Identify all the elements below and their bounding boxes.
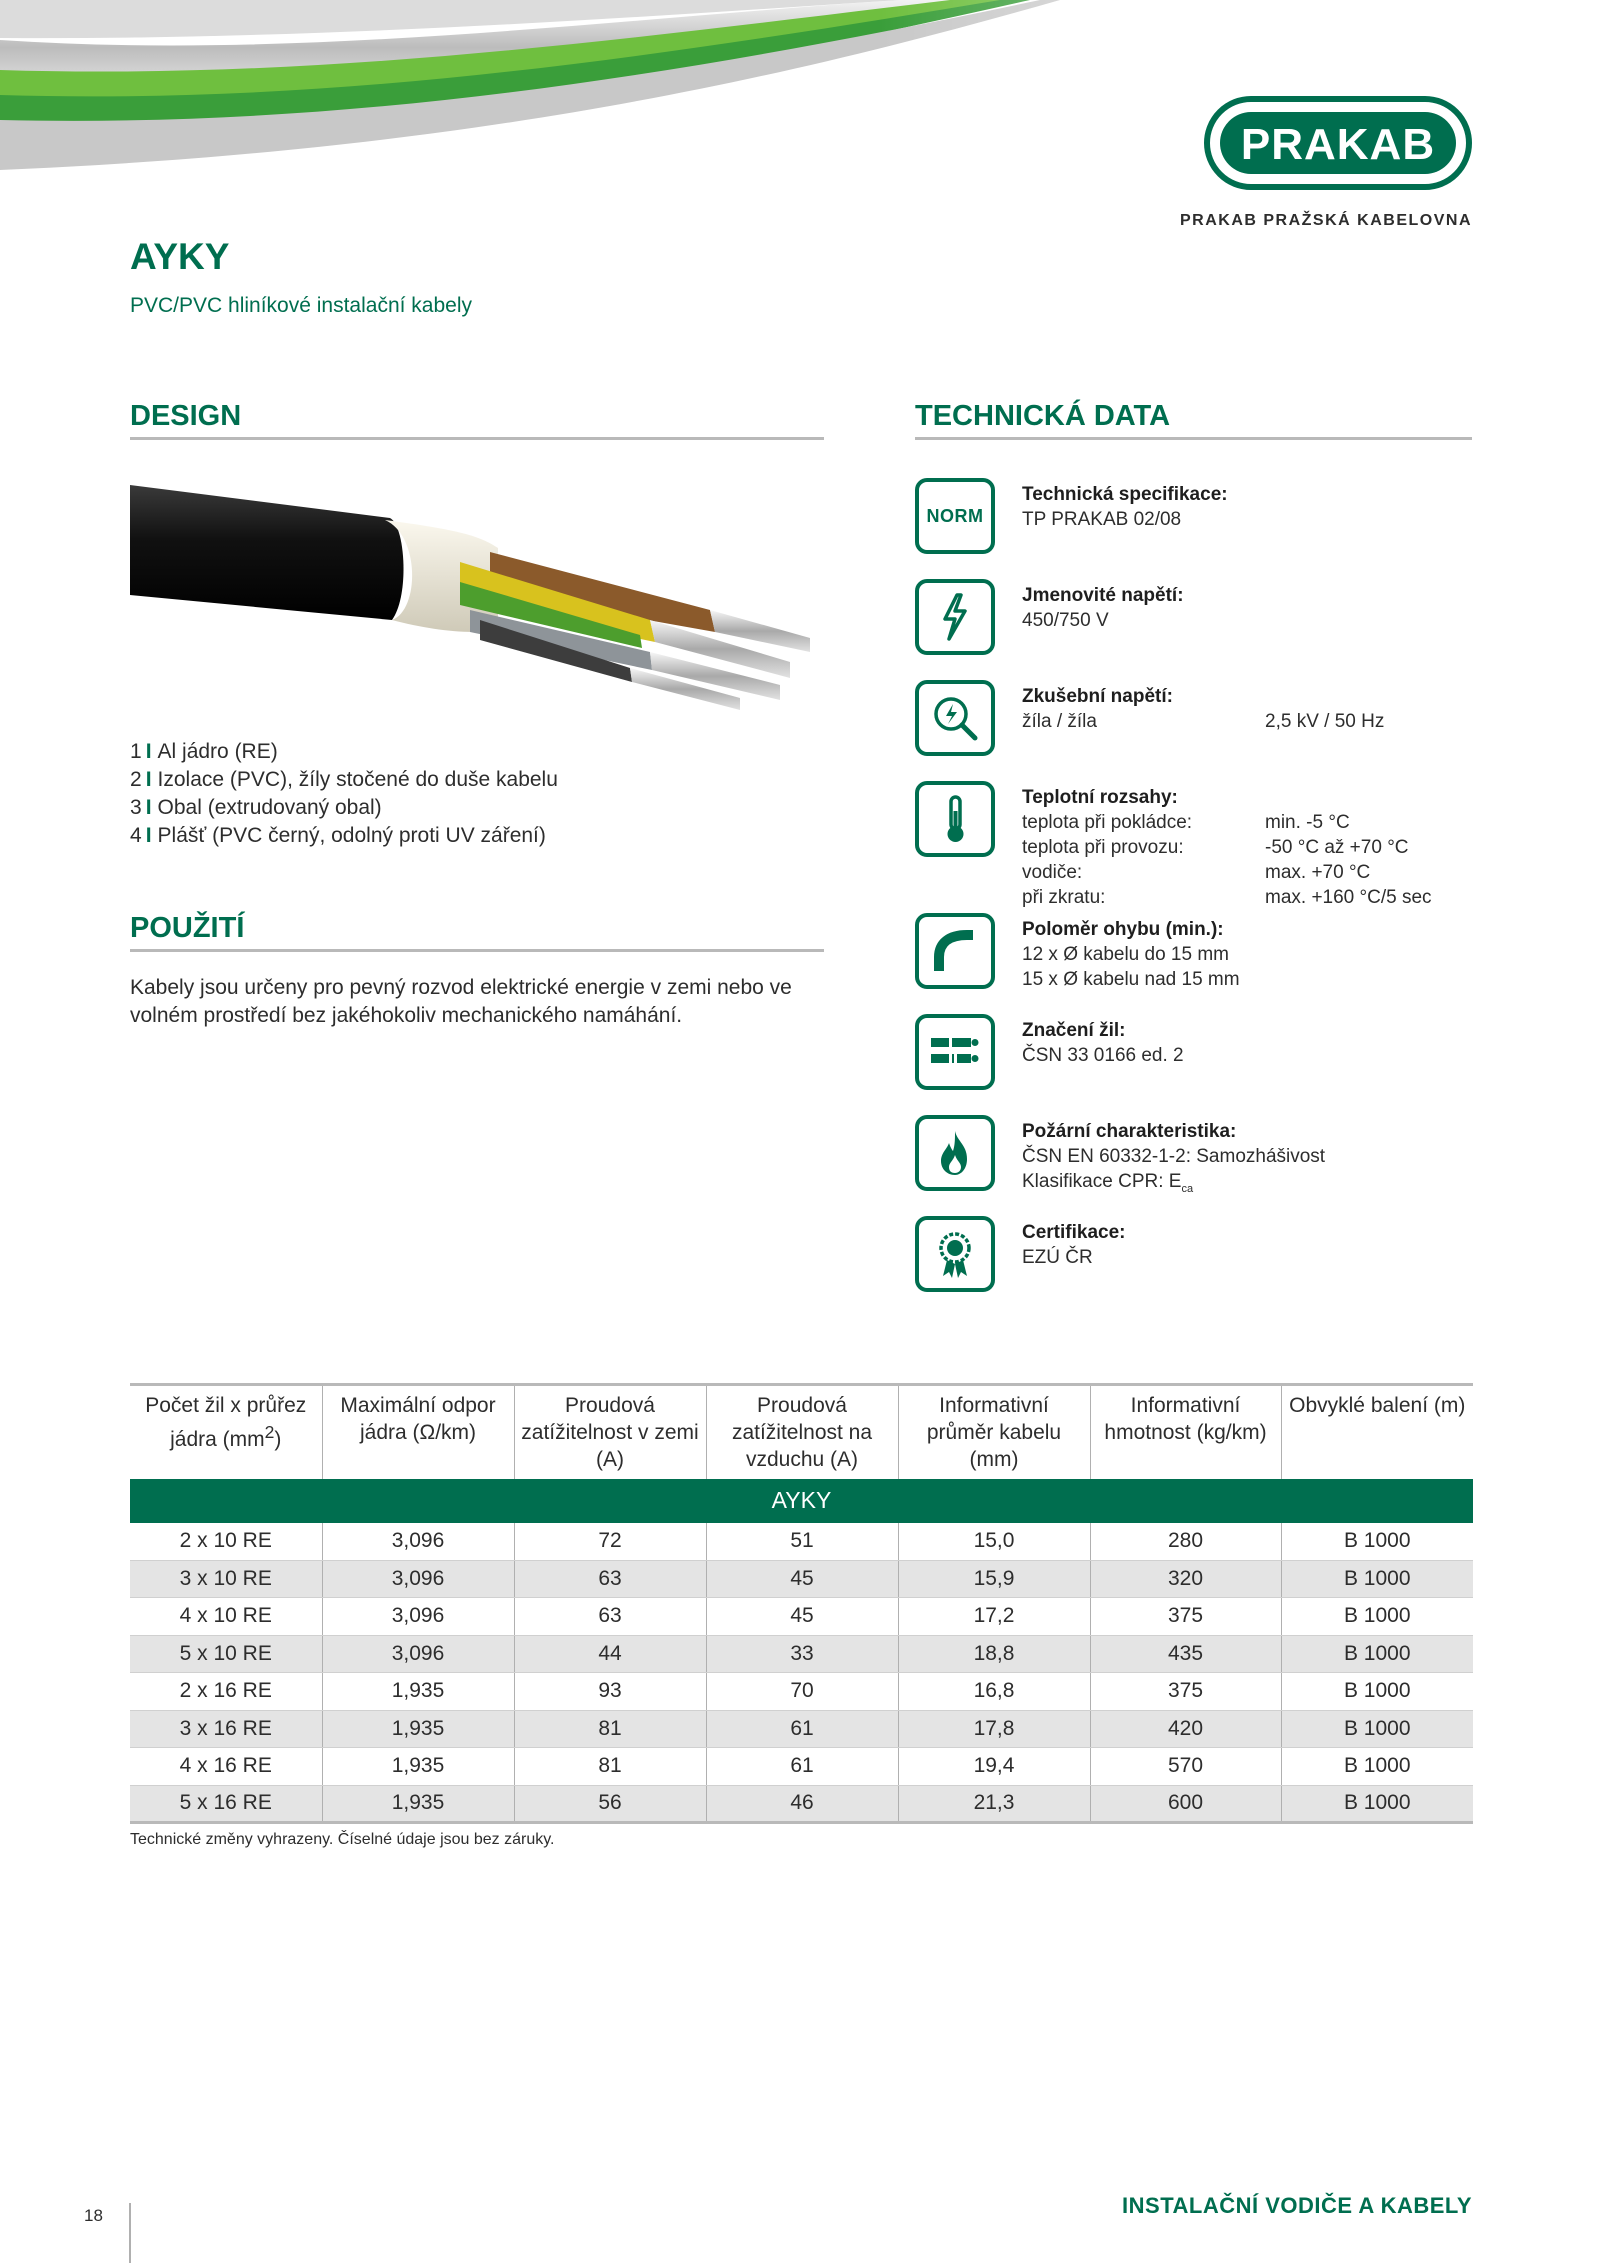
fire-cpr: Klasifikace CPR: $E_{ca}$ (1022, 1171, 1194, 1195)
temperature-row: vodiče: max. +70 °C (1022, 862, 1371, 883)
usage-text: Kabely jsou určeny pro pevný rozvod elektrické energie v zemi nebo ve volném prostředí bez jakéhokoliv mechanického namáhání. (130, 976, 792, 1027)
table-cell: 375 (1090, 1673, 1281, 1711)
table-cell: 15,0 (898, 1523, 1090, 1561)
table-cell: B 1000 (1281, 1598, 1473, 1636)
table-cell: 1,935 (322, 1785, 514, 1823)
table-row (130, 1673, 1473, 1711)
table-cell: 21,3 (898, 1785, 1090, 1823)
design-heading: DESIGN (130, 400, 824, 440)
product-title: AYKY (130, 236, 230, 277)
table-cell: B 1000 (1281, 1748, 1473, 1786)
table-cell: 375 (1090, 1598, 1281, 1636)
table-cell: 72 (514, 1523, 706, 1561)
cable-cross-section-photo (130, 470, 830, 710)
table-cell: B 1000 (1281, 1523, 1473, 1561)
flame-icon (915, 1115, 995, 1191)
table-cell: 600 (1090, 1785, 1281, 1823)
list-item: 4 I Plášť (PVC černý, odolný proti UV záření) (130, 824, 546, 847)
certificate-icon (915, 1216, 995, 1292)
table-cell: B 1000 (1281, 1560, 1473, 1598)
company-name: PRAKAB PRAŽSKÁ KABELOVNA (1179, 212, 1472, 229)
list-item: 1 I Al jádro (RE) (130, 740, 278, 763)
prakab-logo (1204, 96, 1472, 190)
table-cell: 70 (706, 1673, 898, 1711)
table-cell: 81 (514, 1748, 706, 1786)
table-cell: 280 (1090, 1523, 1281, 1561)
cable-spec-table (130, 1383, 1473, 1824)
certification-label: Certifikace: (1022, 1222, 1126, 1243)
table-cell: 18,8 (898, 1635, 1090, 1673)
temperature-row: teplota při pokládce: min. -5 °C (1022, 812, 1350, 833)
table-cell: 320 (1090, 1560, 1281, 1598)
col-header-diameter: Informativní průměr kabelu (mm) (898, 1385, 1090, 1479)
table-cell: 61 (706, 1748, 898, 1786)
table-row (130, 1785, 1473, 1823)
table-cell: 61 (706, 1710, 898, 1748)
table-cell: 15,9 (898, 1560, 1090, 1598)
bend-radius-icon (915, 913, 995, 989)
voltage-test-icon (915, 680, 995, 756)
table-cell: 17,2 (898, 1598, 1090, 1636)
table-cell: 420 (1090, 1710, 1281, 1748)
certification-value: EZÚ ČR (1022, 1247, 1093, 1268)
table-header-row (130, 1385, 1473, 1479)
fire-label: Požární charakteristika: (1022, 1121, 1237, 1142)
lightning-icon (915, 579, 995, 655)
temperature-row: teplota při provozu: -50 °C až +70 °C (1022, 837, 1409, 858)
table-row (130, 1710, 1473, 1748)
list-item: 3 I Obal (extrudovaný obal) (130, 796, 382, 819)
table-cell: 3 x 16 RE (130, 1710, 322, 1748)
tech-data-heading: TECHNICKÁ DATA (915, 400, 1472, 440)
table-cell: 3,096 (322, 1523, 514, 1561)
table-cell: 81 (514, 1710, 706, 1748)
table-cell: 5 x 16 RE (130, 1785, 322, 1823)
voltage-value: 450/750 V (1022, 610, 1109, 631)
col-header-resistance: Maximální odpor jádra (Ω/km) (322, 1385, 514, 1479)
table-cell: B 1000 (1281, 1673, 1473, 1711)
table-cell: 63 (514, 1560, 706, 1598)
table-cell: 93 (514, 1673, 706, 1711)
table-cell: 3,096 (322, 1598, 514, 1636)
table-cell: 44 (514, 1635, 706, 1673)
test-voltage-row: žíla / žíla 2,5 kV / 50 Hz (1022, 711, 1385, 732)
table-cell: 3,096 (322, 1635, 514, 1673)
table-cell: 16,8 (898, 1673, 1090, 1711)
tech-spec-value: TP PRAKAB 02/08 (1022, 509, 1182, 530)
table-cell: B 1000 (1281, 1710, 1473, 1748)
temperature-label: Teplotní rozsahy: (1022, 787, 1178, 808)
table-group-row (130, 1479, 1473, 1523)
list-item: 2 I Izolace (PVC), žíly stočené do duše kabelu (130, 768, 558, 791)
table-cell: B 1000 (1281, 1785, 1473, 1823)
table-cell: 63 (514, 1598, 706, 1636)
voltage-label: Jmenovité napětí: (1022, 585, 1184, 606)
footer-section-title: INSTALAČNÍ VODIČE A KABELY (1122, 2193, 1472, 2218)
table-cell: 33 (706, 1635, 898, 1673)
core-marking-label: Značení žil: (1022, 1020, 1126, 1041)
page-number: 18 (84, 2206, 103, 2225)
table-row (130, 1523, 1473, 1561)
bend-radius-label: Poloměr ohybu (min.): (1022, 919, 1224, 940)
bend-radius-line: 15 x Ø kabelu nad 15 mm (1022, 969, 1240, 990)
temperature-row: při zkratu: max. +160 °C/5 sec (1022, 887, 1432, 908)
table-cell: 56 (514, 1785, 706, 1823)
table-cell: 570 (1090, 1748, 1281, 1786)
table-row (130, 1635, 1473, 1673)
norm-icon: NORM (915, 478, 995, 554)
table-group-label: AYKY (130, 1479, 1473, 1523)
tech-spec-label: Technická specifikace: (1022, 484, 1228, 505)
table-cell: 4 x 10 RE (130, 1598, 322, 1636)
table-footnote: Technické změny vyhrazeny. Číselné údaje jsou bez záruky. (130, 1831, 555, 1848)
thermometer-icon (915, 781, 995, 857)
fire-standard: ČSN EN 60332-1-2: Samozhášivost (1022, 1146, 1326, 1167)
table-cell: 1,935 (322, 1748, 514, 1786)
core-marking-value: ČSN 33 0166 ed. 2 (1022, 1045, 1184, 1066)
table-cell: 46 (706, 1785, 898, 1823)
table-cell: 1,935 (322, 1710, 514, 1748)
test-voltage-label: Zkušební napětí: (1022, 686, 1173, 707)
table-row (130, 1560, 1473, 1598)
col-header-current-air: Proudová zatížitelnost na vzduchu (A) (706, 1385, 898, 1479)
table-cell: 19,4 (898, 1748, 1090, 1786)
table-cell: 3,096 (322, 1560, 514, 1598)
table-cell: 2 x 16 RE (130, 1673, 322, 1711)
table-cell: 2 x 10 RE (130, 1523, 322, 1561)
table-row (130, 1598, 1473, 1636)
product-subtitle: PVC/PVC hliníkové instalační kabely (130, 294, 472, 317)
col-header-cores: Počet žil x průřez jádra $(mm^2)$ (145, 1394, 307, 1451)
core-marking-icon (915, 1014, 995, 1090)
table-cell: 17,8 (898, 1710, 1090, 1748)
page-number-divider (129, 2203, 131, 2263)
col-header-packaging: Obvyklé balení (m) (1281, 1385, 1473, 1479)
design-parts-list (130, 738, 558, 850)
table-cell: 51 (706, 1523, 898, 1561)
table-cell: 4 x 16 RE (130, 1748, 322, 1786)
table-cell: 1,935 (322, 1673, 514, 1711)
table-cell: 45 (706, 1560, 898, 1598)
table-cell: 5 x 10 RE (130, 1635, 322, 1673)
table-cell: 435 (1090, 1635, 1281, 1673)
bend-radius-line: 12 x Ø kabelu do 15 mm (1022, 944, 1229, 965)
usage-heading: POUŽITÍ (130, 912, 824, 952)
col-header-weight: Informativní hmotnost (kg/km) (1090, 1385, 1281, 1479)
table-cell: 45 (706, 1598, 898, 1636)
table-cell: B 1000 (1281, 1635, 1473, 1673)
svg-text:PRAKAB: PRAKAB (1240, 120, 1436, 169)
table-row (130, 1748, 1473, 1786)
table-cell: 3 x 10 RE (130, 1560, 322, 1598)
col-header-current-ground: Proudová zatížitelnost v zemi (A) (514, 1385, 706, 1479)
